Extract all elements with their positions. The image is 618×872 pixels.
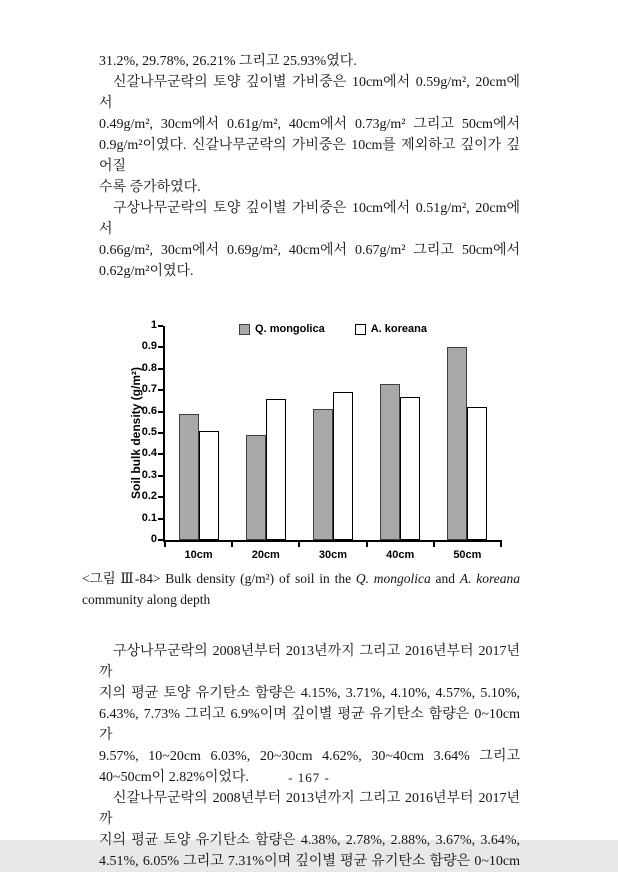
chart-plot-area <box>141 319 501 561</box>
x-tick-mark <box>500 540 502 547</box>
bar-q-mongolica-20cm <box>246 435 266 540</box>
bar-a-koreana-10cm <box>199 431 219 540</box>
bar-a-koreana-20cm <box>266 399 286 540</box>
bar-q-mongolica-50cm <box>447 347 467 540</box>
y-tick-label: 0 <box>150 533 157 545</box>
x-tick-mark <box>298 540 300 547</box>
bar-q-mongolica-30cm <box>313 409 333 540</box>
y-tick-mark <box>158 432 163 434</box>
body-text-top <box>0 0 618 282</box>
y-tick-mark <box>158 325 163 327</box>
body-paragraph-line: 지의 평균 토양 유기탄소 함량은 4.15%, 3.71%, 4.10%, 4.57%, 5.10%, <box>99 686 520 701</box>
body-paragraph-line: 31.2%, 29.78%, 26.21% 그리고 25.93%였다. <box>99 54 357 69</box>
species-name: A. <box>459 571 472 586</box>
species-name: Q. mongolica <box>355 571 431 586</box>
x-tick-mark <box>366 540 368 547</box>
body-paragraph-line: 0.62g/m²이였다. <box>99 264 194 279</box>
x-tick-mark <box>164 540 166 547</box>
body-paragraph-line: 4.51%, 6.05% 그리고 7.31%이며 깊이별 평균 유기탄소 함량은 0~10cm <box>99 854 520 869</box>
bar-q-mongolica-40cm <box>380 384 400 540</box>
x-tick-mark <box>231 540 233 547</box>
legend-label: A. koreana <box>370 323 427 335</box>
y-tick-label: 0.4 <box>141 447 157 460</box>
y-tick-mark <box>158 453 163 455</box>
x-tick-mark <box>433 540 435 547</box>
y-tick-mark <box>158 539 163 541</box>
body-paragraph-line: 9.57%, 10~20cm 6.03%, 20~30cm 4.62%, 30~40cm 3.64% 그리고 <box>99 749 520 764</box>
caption-text: community along depth <box>82 592 211 607</box>
body-paragraph-line: 구상나무군락의 2008년부터 2013년까지 그리고 2016년부터 2017년까 <box>99 644 520 680</box>
species-name: koreana <box>476 571 520 586</box>
body-paragraph-line: 신갈나무군락의 토양 깊이별 가비중은 10cm에서 0.59g/m², 20cm에서 <box>99 75 520 111</box>
y-tick-label: 0.7 <box>141 383 157 396</box>
body-paragraph-line: 6.43%, 7.73% 그리고 6.9%이며 깊이별 평균 유기탄소 함량은 0~10cm가 <box>99 707 520 743</box>
legend-swatch-icon <box>239 324 250 335</box>
page-number: - 167 - <box>288 770 330 785</box>
legend-label: Q. mongolica <box>255 323 325 335</box>
bar-q-mongolica-10cm <box>179 414 199 540</box>
y-axis-label: Soil bulk density (g/m²) <box>129 367 143 500</box>
y-tick-mark <box>158 368 163 370</box>
body-paragraph-line: 신갈나무군락의 2008년부터 2013년까지 그리고 2016년부터 2017년까 <box>99 791 520 827</box>
bar-a-koreana-50cm <box>467 407 487 540</box>
y-tick-label: 0.6 <box>141 404 157 417</box>
figure-bar-chart <box>127 315 511 565</box>
figure-caption <box>82 568 520 610</box>
x-tick-label: 10cm <box>184 549 213 561</box>
y-tick-label: 0.3 <box>141 468 157 481</box>
y-tick-mark <box>158 518 163 520</box>
y-tick-mark <box>158 411 163 413</box>
y-tick-mark <box>158 346 163 348</box>
caption-text: <그림 Ⅲ-84> Bulk density (g/m²) of soil in the <box>82 571 356 586</box>
y-tick-label: 0.2 <box>141 490 157 503</box>
y-tick-label: 1 <box>150 319 157 331</box>
body-text-bottom <box>0 610 618 872</box>
legend-swatch-icon <box>355 324 366 335</box>
legend-item <box>239 323 325 335</box>
y-tick-mark <box>158 475 163 477</box>
y-tick-label: 0.1 <box>141 511 157 524</box>
y-tick-label: 0.5 <box>141 426 157 438</box>
caption-text: and <box>430 571 460 586</box>
y-tick-label: 0.8 <box>141 361 157 374</box>
bar-a-koreana-40cm <box>400 397 420 540</box>
y-tick-mark <box>158 496 163 498</box>
body-paragraph-line: 0.9g/m²이였다. 신갈나무군락의 가비중은 10cm를 제외하고 깊이가 깊어질 <box>99 138 520 174</box>
bar-a-koreana-30cm <box>333 392 353 540</box>
x-tick-label: 30cm <box>318 549 348 561</box>
chart-legend <box>165 323 501 335</box>
body-paragraph-line: 0.66g/m², 30cm에서 0.69g/m², 40cm에서 0.67g/m² 그리고 50cm에서 <box>99 243 520 258</box>
body-paragraph-line: 40~50cm이 2.82%이었다. <box>99 770 249 785</box>
body-paragraph-line: 지의 평균 토양 유기탄소 함량은 4.38%, 2.78%, 2.88%, 3.67%, 3.64%, <box>99 833 520 848</box>
y-tick-mark <box>158 389 163 391</box>
y-tick-label: 0.9 <box>141 340 157 353</box>
x-tick-label: 50cm <box>453 549 482 561</box>
body-paragraph-line: 0.49g/m², 30cm에서 0.61g/m², 40cm에서 0.73g/m² 그리고 50cm에서 <box>99 117 520 132</box>
body-paragraph-line: 수록 증가하였다. <box>99 180 201 195</box>
x-tick-label: 40cm <box>386 549 415 561</box>
legend-item <box>355 323 427 335</box>
x-tick-label: 20cm <box>251 549 280 561</box>
body-paragraph-line: 구상나무군락의 토양 깊이별 가비중은 10cm에서 0.51g/m², 20cm에서 <box>99 201 520 237</box>
